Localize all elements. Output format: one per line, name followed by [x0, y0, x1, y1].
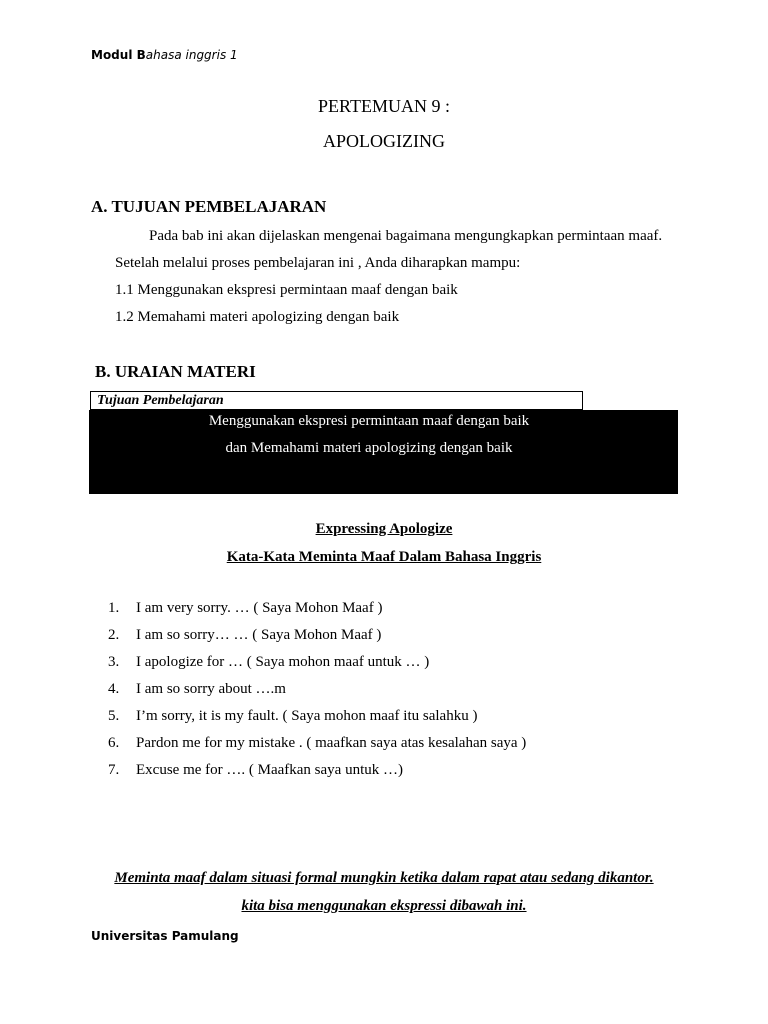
objective-2: 1.2 Memahami materi apologizing dengan baik: [115, 309, 400, 325]
list-item-text: I am very sorry. … ( Saya Mohon Maaf ): [136, 600, 383, 616]
list-item: [108, 732, 526, 759]
list-item-number: 1.: [108, 600, 120, 616]
page-header: [91, 48, 238, 62]
list-item: [108, 624, 526, 651]
section-a-heading: A. TUJUAN PEMBELAJARAN: [91, 197, 327, 216]
section-b-heading: B. URAIAN MATERI: [95, 362, 256, 381]
page-footer: Universitas Pamulang: [91, 929, 239, 943]
list-item: [108, 759, 526, 786]
list-item-number: 7.: [108, 762, 120, 778]
formal-intro-line-1: Meminta maaf dalam situasi formal mungkin ketika dalam rapat atau sedang dikantor.: [114, 870, 654, 886]
section-a-lead: Setelah melalui proses pembelajaran ini , Anda diharapkan mampu:: [115, 255, 521, 271]
objective-box: [89, 410, 678, 494]
objective-1: 1.1 Menggunakan ekspresi permintaan maaf dengan baik: [115, 282, 458, 298]
list-item-number: 3.: [108, 654, 120, 670]
list-item-text: I apologize for … ( Saya mohon maaf untuk … ): [136, 654, 430, 670]
list-item-number: 2.: [108, 627, 120, 643]
list-item-number: 5.: [108, 708, 120, 724]
header-module-italic: ahasa inggris 1: [145, 48, 238, 62]
list-item: [108, 705, 526, 732]
list-item-text: I am so sorry… … ( Saya Mohon Maaf ): [136, 627, 382, 643]
chapter-title: PERTEMUAN 9 :: [318, 96, 450, 116]
list-item: [108, 597, 526, 624]
objective-box-label: Tujuan Pembelajaran: [90, 391, 583, 410]
list-item-text: I am so sorry about ….m: [136, 681, 286, 697]
list-item-text: Excuse me for …. ( Maafkan saya untuk …): [136, 762, 403, 778]
list-item: [108, 678, 526, 705]
formal-intro-line-2: kita bisa menggunakan ekspressi dibawah ini.: [241, 898, 527, 914]
expression-list: [108, 597, 526, 786]
expressions-subtitle: Kata-Kata Meminta Maaf Dalam Bahasa Inggris: [226, 549, 542, 565]
expressions-title: Expressing Apologize: [315, 521, 453, 537]
list-item-text: Pardon me for my mistake . ( maafkan saya atas kesalahan saya ): [136, 735, 527, 751]
objective-box-line-1: Menggunakan ekspresi permintaan maaf dengan baik: [208, 413, 530, 429]
section-a-intro: Pada bab ini akan dijelaskan mengenai bagaimana mengungkapkan permintaan maaf.: [149, 228, 663, 244]
list-item-number: 4.: [108, 681, 120, 697]
list-item-number: 6.: [108, 735, 120, 751]
objective-box-line-2: dan Memahami materi apologizing dengan baik: [225, 440, 513, 456]
list-item: [108, 651, 526, 678]
list-item-text: I’m sorry, it is my fault. ( Saya mohon maaf itu salahku ): [136, 708, 478, 724]
chapter-topic: APOLOGIZING: [323, 131, 445, 151]
header-module-bold: Modul B: [91, 48, 146, 62]
